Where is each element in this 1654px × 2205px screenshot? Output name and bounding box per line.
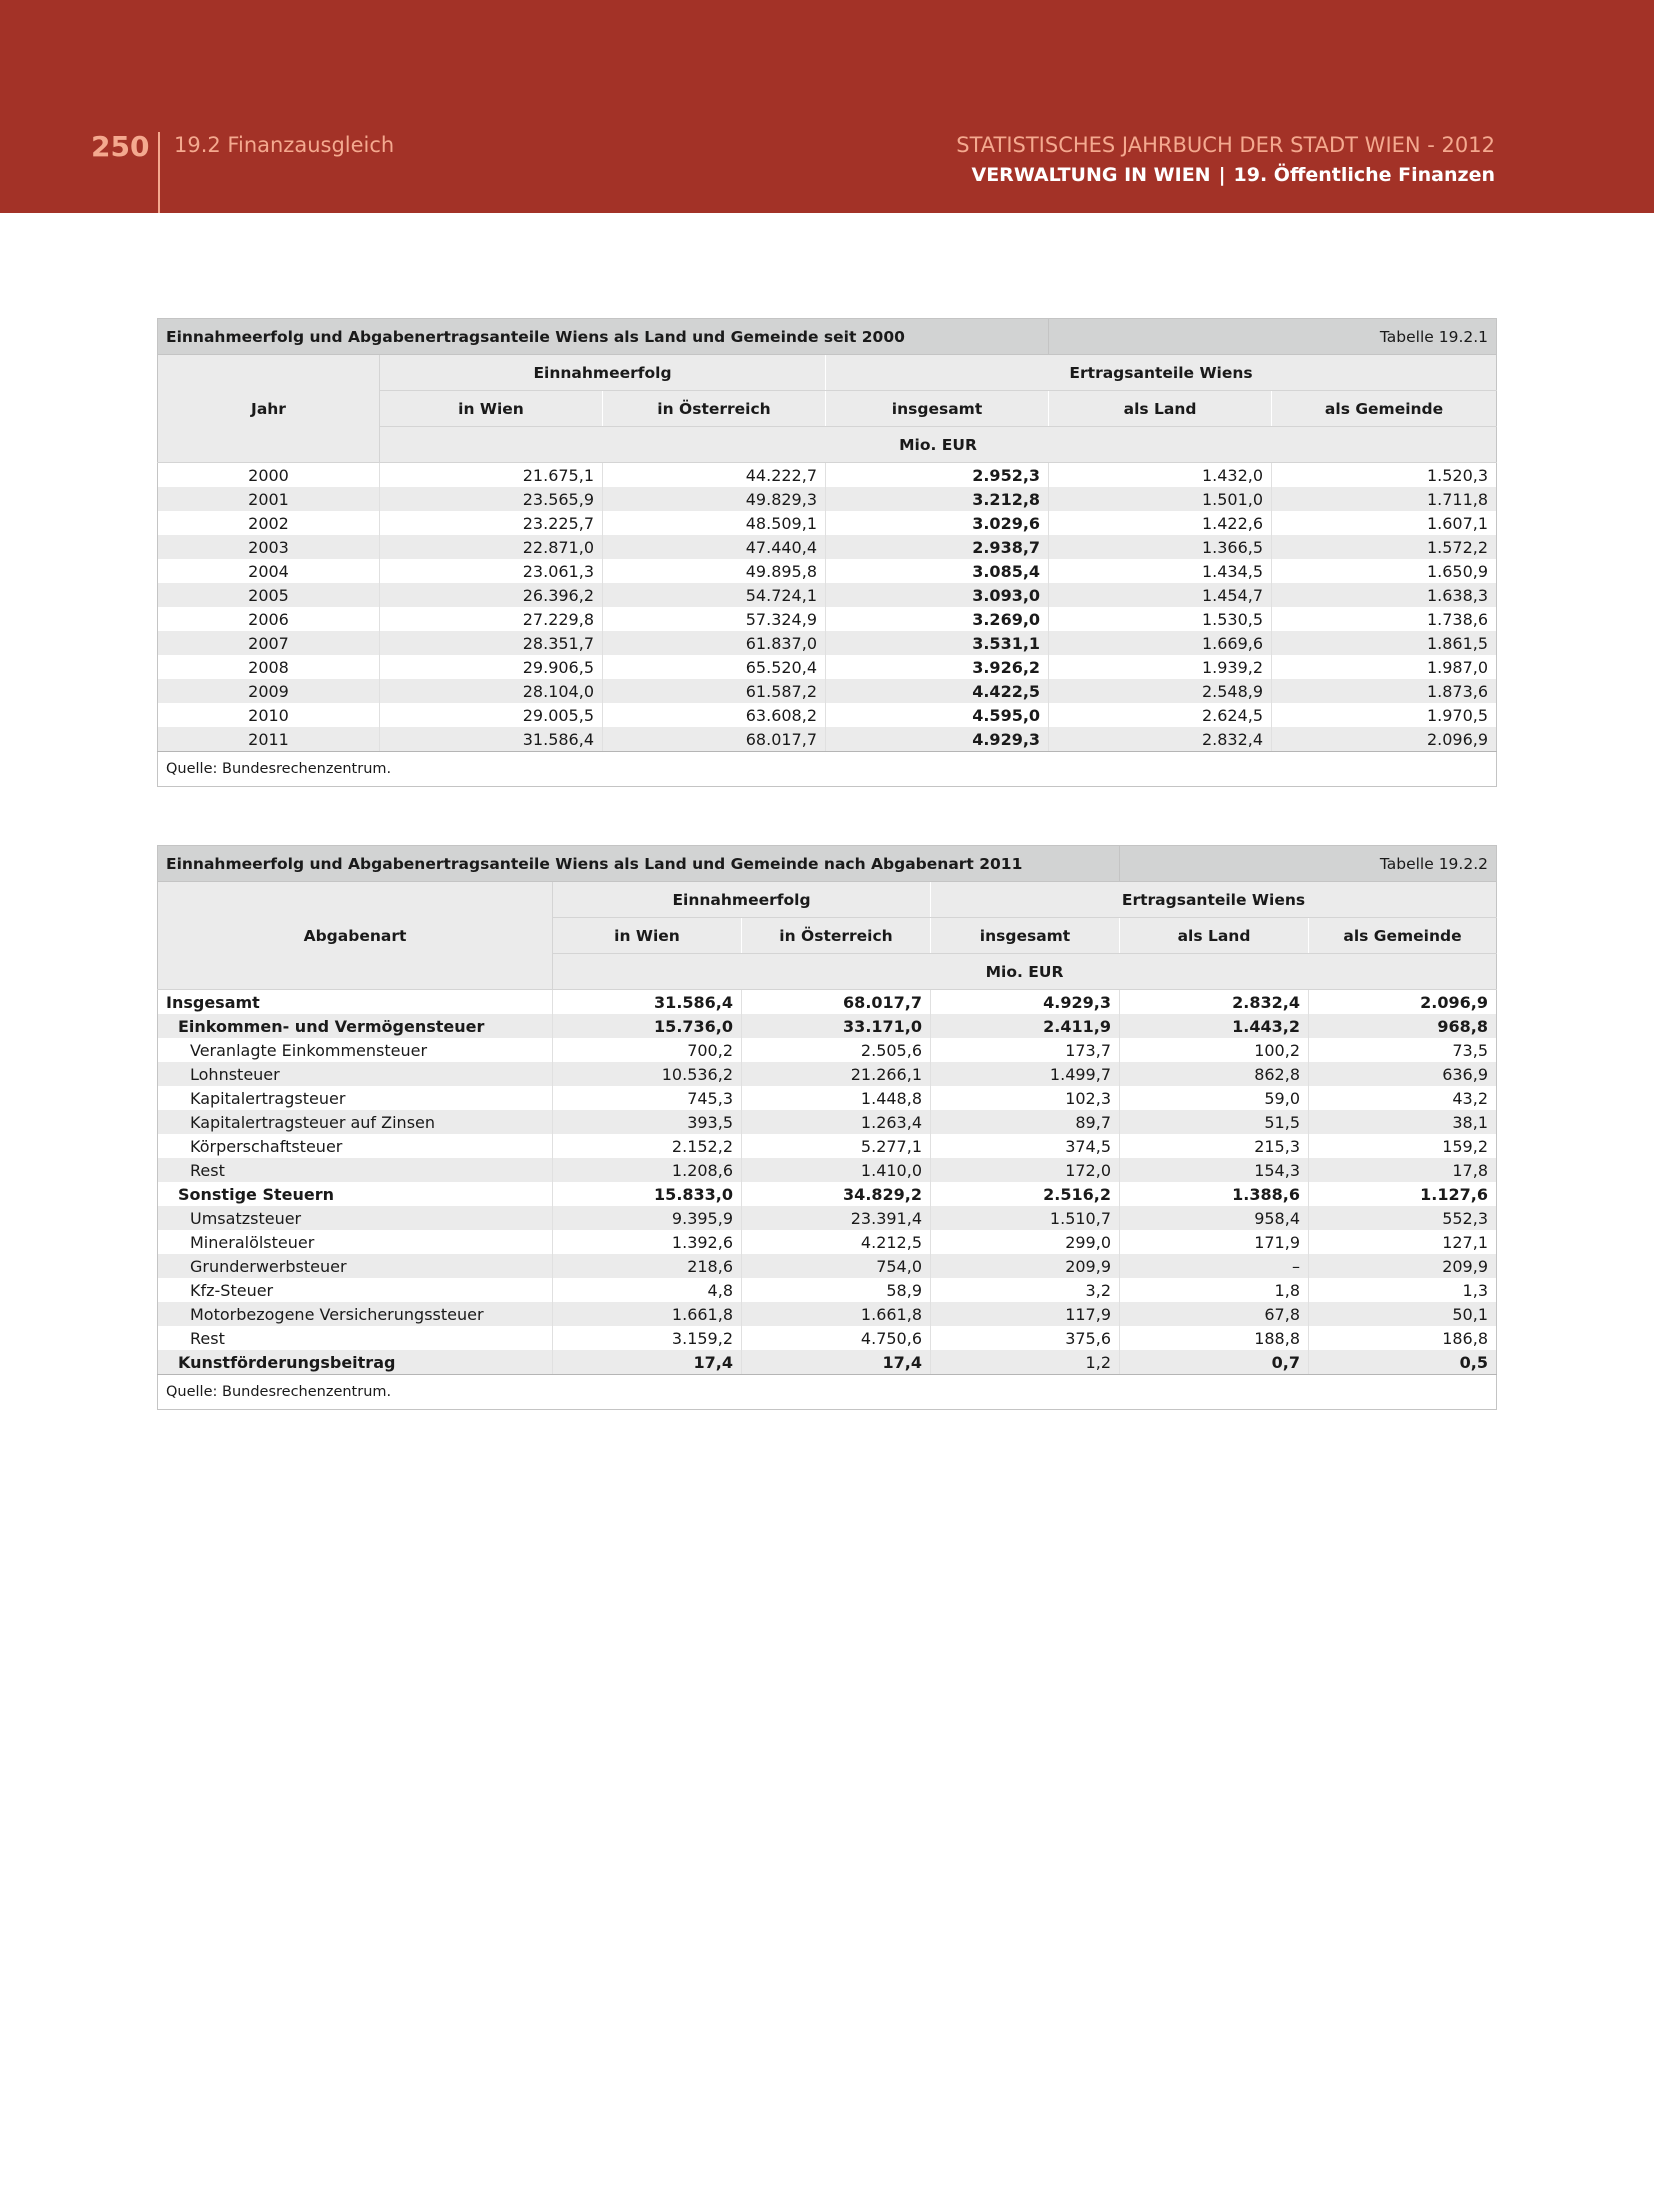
row-label: 2006 — [158, 607, 380, 631]
row-label: Sonstige Steuern — [158, 1182, 553, 1206]
table-cell: 57.324,9 — [603, 607, 826, 631]
table-row — [158, 655, 1497, 679]
table-cell: 299,0 — [931, 1230, 1120, 1254]
table-row — [158, 1302, 1497, 1326]
table-cell: 1.443,2 — [1120, 1014, 1309, 1038]
table-cell: 117,9 — [931, 1302, 1120, 1326]
column-header: als Gemeinde — [1272, 391, 1497, 427]
table-row — [158, 1206, 1497, 1230]
yearbook-title: STATISTISCHES JAHRBUCH DER STADT WIEN - 2012 — [956, 133, 1495, 157]
table-cell: 31.586,4 — [553, 990, 742, 1015]
table-cell: 3.926,2 — [826, 655, 1049, 679]
row-label: Veranlagte Einkommensteuer — [158, 1038, 553, 1062]
table-cell: 2.096,9 — [1309, 990, 1497, 1015]
table-cell: 1.127,6 — [1309, 1182, 1497, 1206]
table-cell: 1.939,2 — [1049, 655, 1272, 679]
page-number: 250 — [91, 130, 150, 163]
table-cell: 38,1 — [1309, 1110, 1497, 1134]
table-cell: 1.572,2 — [1272, 535, 1497, 559]
table-cell: 28.104,0 — [380, 679, 603, 703]
table-row — [158, 1278, 1497, 1302]
table-cell: 89,7 — [931, 1110, 1120, 1134]
table-cell: 61.837,0 — [603, 631, 826, 655]
table-cell: 102,3 — [931, 1086, 1120, 1110]
table-row — [158, 679, 1497, 703]
header-divider — [158, 132, 160, 213]
table-cell: 58,9 — [742, 1278, 931, 1302]
row-label: Motorbezogene Versicherungssteuer — [158, 1302, 553, 1326]
table-cell: 51,5 — [1120, 1110, 1309, 1134]
table-row — [158, 1134, 1497, 1158]
table-row — [158, 703, 1497, 727]
group-header-einnahmeerfolg: Einnahmeerfolg — [553, 882, 931, 918]
table-cell: 1.501,0 — [1049, 487, 1272, 511]
table-cell: 4.212,5 — [742, 1230, 931, 1254]
table-cell: 15.833,0 — [553, 1182, 742, 1206]
table-row — [158, 463, 1497, 488]
table-cell: 48.509,1 — [603, 511, 826, 535]
table-cell: 29.005,5 — [380, 703, 603, 727]
row-label: Kunstförderungsbeitrag — [158, 1350, 553, 1375]
table-cell: 1.970,5 — [1272, 703, 1497, 727]
table-cell: 54.724,1 — [603, 583, 826, 607]
table-cell: 31.586,4 — [380, 727, 603, 752]
table-cell: 1.520,3 — [1272, 463, 1497, 488]
table-cell: 1.661,8 — [742, 1302, 931, 1326]
table-row — [158, 487, 1497, 511]
row-label: Lohnsteuer — [158, 1062, 553, 1086]
table-row — [158, 1086, 1497, 1110]
table-cell: 50,1 — [1309, 1302, 1497, 1326]
table-19-2-1 — [157, 318, 1496, 787]
row-label: 2004 — [158, 559, 380, 583]
table-cell: 1.669,6 — [1049, 631, 1272, 655]
row-label: 2001 — [158, 487, 380, 511]
table-number: Tabelle 19.2.2 — [1120, 846, 1497, 882]
table-cell: 1,8 — [1120, 1278, 1309, 1302]
table-cell: 4,8 — [553, 1278, 742, 1302]
chapter-separator: | — [1218, 164, 1226, 186]
row-label: Kapitalertragsteuer auf Zinsen — [158, 1110, 553, 1134]
page-header — [0, 0, 1654, 213]
table-row — [158, 1182, 1497, 1206]
row-header: Jahr — [158, 355, 380, 463]
table-cell: 3.212,8 — [826, 487, 1049, 511]
row-label: 2005 — [158, 583, 380, 607]
table-cell: 552,3 — [1309, 1206, 1497, 1230]
row-label: 2003 — [158, 535, 380, 559]
table-title: Einnahmeerfolg und Abgabenertragsanteile Wiens als Land und Gemeinde seit 2000 — [158, 319, 1049, 355]
table-cell: 1.388,6 — [1120, 1182, 1309, 1206]
table-cell: 15.736,0 — [553, 1014, 742, 1038]
table-cell: 33.171,0 — [742, 1014, 931, 1038]
row-label: 2007 — [158, 631, 380, 655]
row-label: Grunderwerbsteuer — [158, 1254, 553, 1278]
table-cell: 745,3 — [553, 1086, 742, 1110]
table-cell: 44.222,7 — [603, 463, 826, 488]
group-header-ertragsanteile: Ertragsanteile Wiens — [826, 355, 1497, 391]
column-header: in Österreich — [742, 918, 931, 954]
table-cell: 4.929,3 — [931, 990, 1120, 1015]
table-cell: 2.624,5 — [1049, 703, 1272, 727]
table-cell: 127,1 — [1309, 1230, 1497, 1254]
table-row — [158, 1350, 1497, 1375]
table-title: Einnahmeerfolg und Abgabenertragsanteile Wiens als Land und Gemeinde nach Abgabenart 2011 — [158, 846, 1120, 882]
table-cell: 1.638,3 — [1272, 583, 1497, 607]
table-cell: 1.661,8 — [553, 1302, 742, 1326]
table-cell: 968,8 — [1309, 1014, 1497, 1038]
table-cell: 17,4 — [742, 1350, 931, 1375]
table-cell: 186,8 — [1309, 1326, 1497, 1350]
row-label: 2011 — [158, 727, 380, 752]
table-cell: 1.861,5 — [1272, 631, 1497, 655]
column-header: als Land — [1120, 918, 1309, 954]
table-cell: 1.448,8 — [742, 1086, 931, 1110]
table-19-2-2 — [157, 845, 1496, 1410]
table-row — [158, 1326, 1497, 1350]
table-cell: 5.277,1 — [742, 1134, 931, 1158]
table-2 — [157, 845, 1497, 1410]
table-cell: 3.531,1 — [826, 631, 1049, 655]
table-row — [158, 535, 1497, 559]
table-row — [158, 1158, 1497, 1182]
table-cell: 209,9 — [931, 1254, 1120, 1278]
table-cell: 28.351,7 — [380, 631, 603, 655]
table-cell: 4.422,5 — [826, 679, 1049, 703]
table-cell: 2.411,9 — [931, 1014, 1120, 1038]
chapter-right: 19. Öffentliche Finanzen — [1233, 164, 1495, 186]
table-cell: 68.017,7 — [742, 990, 931, 1015]
table-row — [158, 607, 1497, 631]
table-cell: 63.608,2 — [603, 703, 826, 727]
table-cell: 43,2 — [1309, 1086, 1497, 1110]
column-header: in Wien — [553, 918, 742, 954]
table-cell: 862,8 — [1120, 1062, 1309, 1086]
table-cell: 1,3 — [1309, 1278, 1497, 1302]
column-header: in Wien — [380, 391, 603, 427]
column-header: in Österreich — [603, 391, 826, 427]
table-cell: 67,8 — [1120, 1302, 1309, 1326]
table-cell: 9.395,9 — [553, 1206, 742, 1230]
table-cell: 29.906,5 — [380, 655, 603, 679]
table-cell: 23.061,3 — [380, 559, 603, 583]
table-cell: 65.520,4 — [603, 655, 826, 679]
table-row — [158, 1014, 1497, 1038]
table-cell: 1.607,1 — [1272, 511, 1497, 535]
row-label: Körperschaftsteuer — [158, 1134, 553, 1158]
table-cell: 23.225,7 — [380, 511, 603, 535]
group-header-ertragsanteile: Ertragsanteile Wiens — [931, 882, 1497, 918]
row-label: Mineralölsteuer — [158, 1230, 553, 1254]
table-cell: 154,3 — [1120, 1158, 1309, 1182]
table-cell: 10.536,2 — [553, 1062, 742, 1086]
column-header: insgesamt — [931, 918, 1120, 954]
table-cell: 1.530,5 — [1049, 607, 1272, 631]
table-cell: 0,7 — [1120, 1350, 1309, 1375]
table-cell: 0,5 — [1309, 1350, 1497, 1375]
table-cell: 47.440,4 — [603, 535, 826, 559]
table-cell: 1.499,7 — [931, 1062, 1120, 1086]
table-cell: 4.929,3 — [826, 727, 1049, 752]
table-row — [158, 1062, 1497, 1086]
table-cell: 4.750,6 — [742, 1326, 931, 1350]
table-cell: 2.832,4 — [1120, 990, 1309, 1015]
row-label: Kapitalertragsteuer — [158, 1086, 553, 1110]
table-cell: 2.505,6 — [742, 1038, 931, 1062]
chapter-title — [972, 164, 1496, 186]
table-cell: 17,8 — [1309, 1158, 1497, 1182]
table-cell: 34.829,2 — [742, 1182, 931, 1206]
table-cell: 188,8 — [1120, 1326, 1309, 1350]
table-cell: 49.895,8 — [603, 559, 826, 583]
table-cell: 22.871,0 — [380, 535, 603, 559]
table-cell: 218,6 — [553, 1254, 742, 1278]
table-cell: 49.829,3 — [603, 487, 826, 511]
table-cell: 3.159,2 — [553, 1326, 742, 1350]
table-cell: 3.093,0 — [826, 583, 1049, 607]
table-row — [158, 1110, 1497, 1134]
unit-header: Mio. EUR — [380, 427, 1497, 463]
table-cell: 2.516,2 — [931, 1182, 1120, 1206]
table-cell: 61.587,2 — [603, 679, 826, 703]
table-cell: 2.952,3 — [826, 463, 1049, 488]
column-header: als Gemeinde — [1309, 918, 1497, 954]
table-cell: 26.396,2 — [380, 583, 603, 607]
row-label: 2002 — [158, 511, 380, 535]
table-row — [158, 1230, 1497, 1254]
table-cell: 171,9 — [1120, 1230, 1309, 1254]
table-cell: 1.263,4 — [742, 1110, 931, 1134]
table-cell: 1.432,0 — [1049, 463, 1272, 488]
row-label: 2000 — [158, 463, 380, 488]
table-cell: 1.650,9 — [1272, 559, 1497, 583]
table-row — [158, 559, 1497, 583]
table-cell: 1.410,0 — [742, 1158, 931, 1182]
table-cell: 2.152,2 — [553, 1134, 742, 1158]
table-cell: 1.711,8 — [1272, 487, 1497, 511]
row-label: Insgesamt — [158, 990, 553, 1015]
table-cell: 3.269,0 — [826, 607, 1049, 631]
table-cell: 1,2 — [931, 1350, 1120, 1375]
table-cell: 1.738,6 — [1272, 607, 1497, 631]
table-cell: 700,2 — [553, 1038, 742, 1062]
table-cell: 68.017,7 — [603, 727, 826, 752]
table-cell: 754,0 — [742, 1254, 931, 1278]
table-cell: 59,0 — [1120, 1086, 1309, 1110]
table-cell: 209,9 — [1309, 1254, 1497, 1278]
table-cell: 3,2 — [931, 1278, 1120, 1302]
table-cell: 1.392,6 — [553, 1230, 742, 1254]
table-cell: 1.434,5 — [1049, 559, 1272, 583]
row-label: Rest — [158, 1158, 553, 1182]
table-cell: 393,5 — [553, 1110, 742, 1134]
table-cell: 23.565,9 — [380, 487, 603, 511]
table-row — [158, 583, 1497, 607]
column-header: insgesamt — [826, 391, 1049, 427]
table-cell: 2.096,9 — [1272, 727, 1497, 752]
table-cell: 2.832,4 — [1049, 727, 1272, 752]
table-row — [158, 631, 1497, 655]
table-cell: 21.266,1 — [742, 1062, 931, 1086]
table-cell: 17,4 — [553, 1350, 742, 1375]
table-cell: 215,3 — [1120, 1134, 1309, 1158]
table-1 — [157, 318, 1497, 787]
column-header: als Land — [1049, 391, 1272, 427]
table-cell: 3.029,6 — [826, 511, 1049, 535]
table-row — [158, 727, 1497, 752]
table-cell: 23.391,4 — [742, 1206, 931, 1230]
row-label: Umsatzsteuer — [158, 1206, 553, 1230]
table-cell: 3.085,4 — [826, 559, 1049, 583]
table-cell: 1.422,6 — [1049, 511, 1272, 535]
table-cell: 958,4 — [1120, 1206, 1309, 1230]
section-label: 19.2 Finanzausgleich — [174, 133, 395, 157]
table-cell: 73,5 — [1309, 1038, 1497, 1062]
chapter-left: VERWALTUNG IN WIEN — [971, 164, 1211, 186]
table-source: Quelle: Bundesrechenzentrum. — [158, 752, 1497, 787]
table-cell: 1.208,6 — [553, 1158, 742, 1182]
table-cell: 1.454,7 — [1049, 583, 1272, 607]
table-cell: 4.595,0 — [826, 703, 1049, 727]
unit-header: Mio. EUR — [553, 954, 1497, 990]
table-cell: 27.229,8 — [380, 607, 603, 631]
table-cell: 1.366,5 — [1049, 535, 1272, 559]
table-number: Tabelle 19.2.1 — [1049, 319, 1497, 355]
table-cell: 374,5 — [931, 1134, 1120, 1158]
row-label: 2009 — [158, 679, 380, 703]
row-header: Abgabenart — [158, 882, 553, 990]
table-row — [158, 511, 1497, 535]
table-cell: 173,7 — [931, 1038, 1120, 1062]
table-cell: 2.548,9 — [1049, 679, 1272, 703]
group-header-einnahmeerfolg: Einnahmeerfolg — [380, 355, 826, 391]
table-cell: 21.675,1 — [380, 463, 603, 488]
row-label: Kfz-Steuer — [158, 1278, 553, 1302]
table-cell: 1.987,0 — [1272, 655, 1497, 679]
table-cell: – — [1120, 1254, 1309, 1278]
table-cell: 172,0 — [931, 1158, 1120, 1182]
table-cell: 636,9 — [1309, 1062, 1497, 1086]
table-cell: 100,2 — [1120, 1038, 1309, 1062]
table-cell: 1.510,7 — [931, 1206, 1120, 1230]
row-label: 2008 — [158, 655, 380, 679]
table-cell: 2.938,7 — [826, 535, 1049, 559]
table-cell: 375,6 — [931, 1326, 1120, 1350]
table-cell: 159,2 — [1309, 1134, 1497, 1158]
row-label: 2010 — [158, 703, 380, 727]
table-row — [158, 1038, 1497, 1062]
table-source: Quelle: Bundesrechenzentrum. — [158, 1375, 1497, 1410]
row-label: Rest — [158, 1326, 553, 1350]
row-label: Einkommen- und Vermögensteuer — [158, 1014, 553, 1038]
table-row — [158, 990, 1497, 1015]
table-row — [158, 1254, 1497, 1278]
table-cell: 1.873,6 — [1272, 679, 1497, 703]
